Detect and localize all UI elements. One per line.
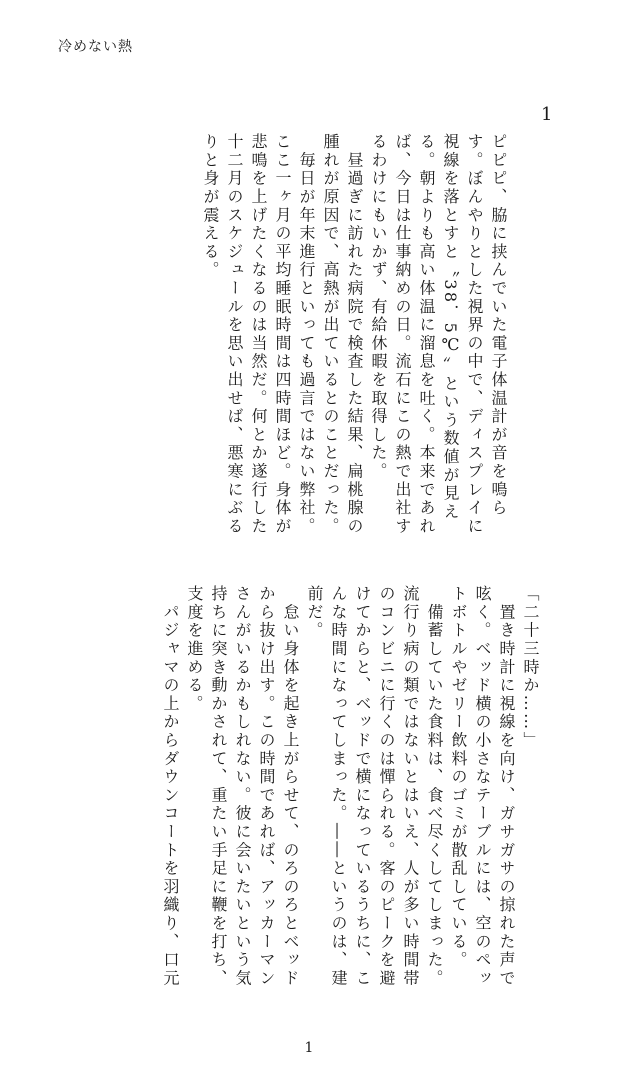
text-line: 備蓄していた食料は、食べ尽くしてしまった。 [425,585,444,988]
text-line: ば、今日は仕事納めの日。流石にこの熱で出社す [393,133,412,536]
text-line: さんがいるかもしれない。彼に会いたいという気 [233,585,252,988]
text-line: りと身が震える。 [201,133,220,280]
text-line: 前だ。 [305,585,324,640]
text-line: 持ちに突き動かされて、重たい手足に鞭を打ち、 [209,585,228,988]
text-line: パジャマの上からダウンコートを羽織り、口元 [161,585,180,988]
text-line: 十二月のスケジュールを思い出せば、悪寒にぶる [225,133,244,536]
text-line: 怠い身体を起き上がらせて、のろのろとベッド [281,585,300,988]
text-line: ここ一ヶ月の平均睡眠時間は四時間ほど。身体が [273,133,292,536]
text-line: 「二十三時か……」 [521,585,540,750]
text-line: るわけにもいかず、有給休暇を取得した。 [369,133,388,481]
text-line: 毎日が年末進行といっても過言ではない弊社。 [297,133,316,536]
text-line: 腫れが原因で、高熱が出ているとのことだった。 [321,133,340,536]
text-line: 置き時計に視線を向け、ガサガサの掠れた声で [497,585,516,988]
text-line: す。ぼんやりとした視界の中で、ディスプレイに [465,133,484,536]
text-line: 視線を落とすと〝38．5℃〟という数値が見え [441,133,460,522]
text-line: から抜け出す。この時間であれば、アッカーマン [257,585,276,988]
text-line: のコンビニに行くのは憚られる。客のピークを避 [377,585,396,988]
chapter-number: 1 [541,104,553,125]
text-line: ピピピ、脇に挟んでいた電子体温計が音を鳴ら [489,133,508,518]
text-line: んな時間になってしまった。――というのは、建 [329,585,348,988]
text-block-top [198,133,510,536]
text-line: 支度を進める。 [185,585,204,714]
text-line: トボトルやゼリー飲料のゴミが散乱している。 [449,585,468,970]
text-line: けてからと、ベッドで横になっているうちに、こ [353,585,372,988]
text-line: 悲鳴を上げたくなるのは当然だ。何とか遂行した [249,133,268,536]
text-block-bottom [158,585,542,1005]
running-header: 冷めない熱 [58,39,133,55]
text-line: 昼過ぎに訪れた病院で検査した結果、扁桃腺の [345,133,364,536]
text-line: 呟く。ベッド横の小さなテーブルには、空のペッ [473,585,492,988]
text-line: 流行り病の類ではないとはいえ、人が多い時間帯 [401,585,420,988]
text-line: る。朝よりも高い体温に溜息を吐く。本来であれ [417,133,436,536]
page-number: 1 [304,1040,314,1056]
